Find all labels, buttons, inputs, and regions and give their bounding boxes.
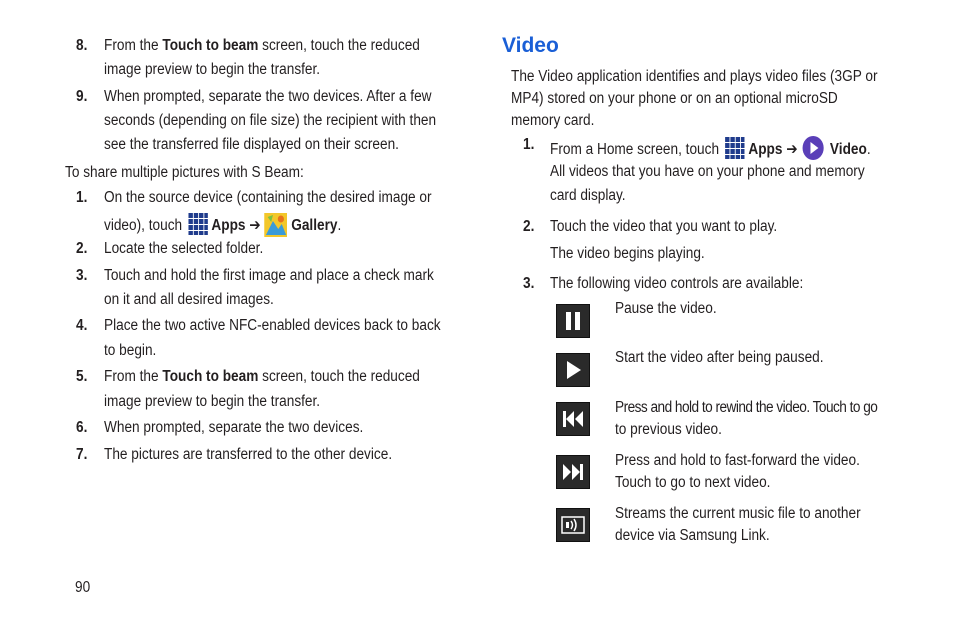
step-9-line-2: seconds (depending on file size) the recipient with then bbox=[104, 112, 437, 129]
step-number: 5. bbox=[76, 368, 88, 385]
video-step-2: Touch the video that you want to play. bbox=[550, 218, 778, 235]
video-intro-line-2: MP4) stored on your phone or on an optional microSD bbox=[511, 90, 838, 107]
step-number: 2. bbox=[523, 218, 535, 235]
apps-grid-icon bbox=[188, 212, 209, 236]
control-description: to previous video. bbox=[615, 421, 722, 438]
pause-icon bbox=[556, 304, 590, 338]
text: From the bbox=[104, 368, 163, 385]
control-description: device via Samsung Link. bbox=[615, 527, 770, 544]
video-intro-line-1: The Video application identifies and plays video files (3GP or bbox=[511, 68, 878, 85]
multi-step-6: When prompted, separate the two devices. bbox=[104, 419, 364, 436]
video-label: Video bbox=[829, 141, 867, 158]
control-description: Press and hold to fast-forward the video. bbox=[615, 452, 860, 469]
multi-step-3-line-2: on it and all desired images. bbox=[104, 291, 274, 308]
video-step-3: The following video controls are available: bbox=[550, 275, 804, 292]
text: video), touch bbox=[104, 217, 186, 234]
rewind-icon bbox=[556, 402, 590, 436]
arrow-icon: ➔ bbox=[786, 141, 798, 158]
multi-step-5-line-1 bbox=[104, 367, 420, 387]
multi-picture-intro: To share multiple pictures with S Beam: bbox=[65, 164, 304, 181]
fast-forward-icon bbox=[556, 455, 590, 489]
step-9-line-1: When prompted, separate the two devices. After a few bbox=[104, 88, 432, 105]
step-number: 8. bbox=[76, 37, 88, 54]
step-9-line-3: see the transferred file displayed on their screen. bbox=[104, 136, 399, 153]
video-step-1-sub-2: card display. bbox=[550, 187, 626, 204]
text: screen, touch the reduced bbox=[258, 368, 420, 385]
multi-step-4-line-2: to begin. bbox=[104, 342, 157, 359]
multi-step-7: The pictures are transferred to the other device. bbox=[104, 446, 393, 463]
text: From a Home screen, touch bbox=[550, 141, 723, 158]
samsung-link-icon bbox=[556, 508, 590, 542]
control-description: Press and hold to rewind the video. Touch to go bbox=[615, 399, 878, 416]
multi-step-5-line-2: image preview to begin the transfer. bbox=[104, 393, 321, 410]
gallery-label: Gallery bbox=[291, 217, 338, 234]
text: screen, touch the reduced bbox=[258, 37, 420, 54]
apps-label: Apps bbox=[211, 217, 246, 234]
control-description: Touch to go to next video. bbox=[615, 474, 771, 491]
step-8-line-1 bbox=[104, 36, 420, 56]
text: . bbox=[866, 141, 871, 158]
step-number: 2. bbox=[76, 240, 88, 257]
text: . bbox=[337, 217, 342, 234]
step-number: 1. bbox=[523, 136, 535, 153]
multi-step-1-line-1: On the source device (containing the desired image or bbox=[104, 189, 432, 206]
control-description: Start the video after being paused. bbox=[615, 349, 824, 366]
multi-step-2: Locate the selected folder. bbox=[104, 240, 264, 257]
step-number: 6. bbox=[76, 419, 88, 436]
step-number: 9. bbox=[76, 88, 88, 105]
apps-grid-icon bbox=[725, 136, 746, 160]
control-description: Pause the video. bbox=[615, 300, 717, 317]
text: From the bbox=[104, 37, 163, 54]
step-number: 1. bbox=[76, 189, 88, 206]
section-heading-video: Video bbox=[502, 34, 559, 57]
play-icon bbox=[556, 353, 590, 387]
multi-step-4-line-1: Place the two active NFC-enabled devices back to back bbox=[104, 317, 441, 334]
control-description: Streams the current music file to another bbox=[615, 505, 861, 522]
arrow-icon: ➔ bbox=[249, 217, 261, 234]
step-8-line-2: image preview to begin the transfer. bbox=[104, 61, 321, 78]
video-step-2-sub: The video begins playing. bbox=[550, 245, 705, 262]
step-number: 3. bbox=[76, 267, 88, 284]
step-number: 7. bbox=[76, 446, 88, 463]
step-number: 4. bbox=[76, 317, 88, 334]
touch-to-beam-label: Touch to beam bbox=[162, 37, 259, 54]
touch-to-beam-label: Touch to beam bbox=[162, 368, 259, 385]
video-intro-line-3: memory card. bbox=[511, 112, 595, 129]
page-number: 90 bbox=[75, 579, 91, 596]
multi-step-3-line-1: Touch and hold the first image and place a check mark bbox=[104, 267, 434, 284]
video-step-1-sub-1: All videos that you have on your phone and memory bbox=[550, 163, 865, 180]
gallery-icon bbox=[265, 213, 288, 243]
apps-label: Apps bbox=[748, 141, 783, 158]
step-number: 3. bbox=[523, 275, 535, 292]
